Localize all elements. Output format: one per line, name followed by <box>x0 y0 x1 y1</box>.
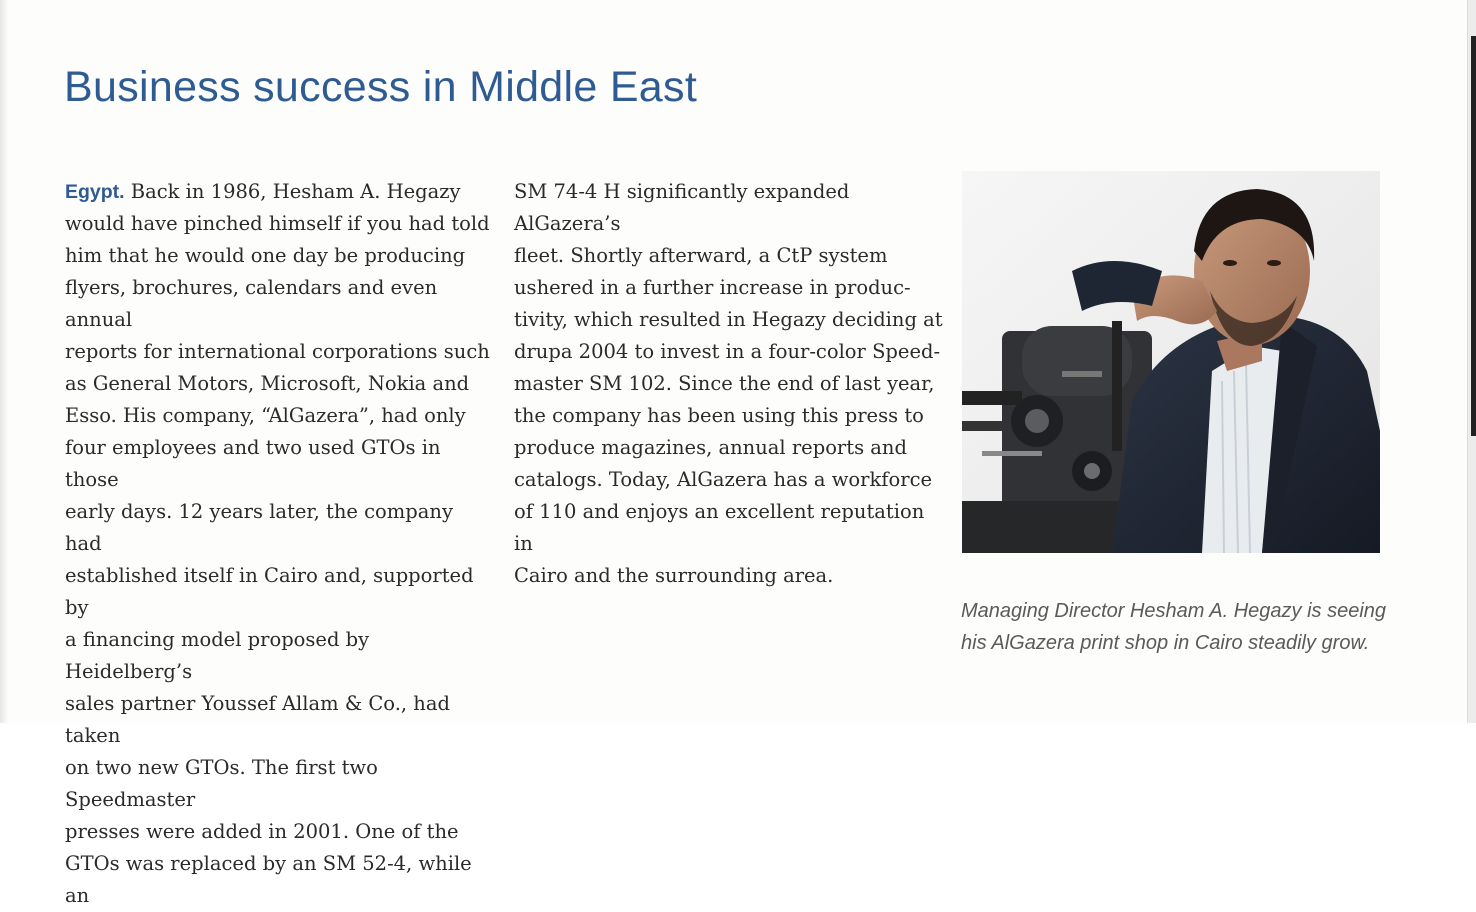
column-1-line-1-text: Back in 1986, Hesham A. Hegazy <box>124 180 461 203</box>
article-title: Business success in Middle East <box>64 63 698 111</box>
column-2-line: the company has been using this press to <box>514 404 924 427</box>
column-2-line: drupa 2004 to invest in a four-color Speed- <box>514 340 941 363</box>
page-gutter-shadow <box>0 0 8 723</box>
column-2-line: SM 74-4 H significantly expanded AlGazera’s <box>514 180 850 235</box>
article-column-2 <box>514 176 944 592</box>
column-1-line: GTOs was replaced by an SM 52-4, while an <box>65 852 472 907</box>
portrait-illustration <box>962 171 1380 553</box>
column-1-line: him that he would one day be producing <box>65 244 466 267</box>
column-1-line: as General Motors, Microsoft, Nokia and <box>65 372 470 395</box>
column-2-line: tivity, which resulted in Hegazy deciding at <box>514 308 943 331</box>
column-2-line: Cairo and the surrounding area. <box>514 564 834 587</box>
column-2-line: of 110 and enjoys an excellent reputation in <box>514 500 925 555</box>
column-1-line: would have pinched himself if you had told <box>65 212 490 235</box>
column-2-line: ushered in a further increase in produc- <box>514 276 911 299</box>
column-2-line: catalogs. Today, AlGazera has a workforce <box>514 468 933 491</box>
page-right-edge-dark <box>1471 36 1476 436</box>
photo-caption <box>961 595 1401 659</box>
column-2-line: produce magazines, annual reports and <box>514 436 907 459</box>
column-1-line: reports for international corporations such <box>65 340 490 363</box>
column-1-line: a financing model proposed by Heidelberg’s <box>65 628 370 683</box>
column-2-line: fleet. Shortly afterward, a CtP system <box>514 244 888 267</box>
column-1-line: four employees and two used GTOs in those <box>65 436 441 491</box>
column-1-line: Esso. His company, “AlGazera”, had only <box>65 404 466 427</box>
column-1-line: presses were added in 2001. One of the <box>65 820 459 843</box>
column-1-line: sales partner Youssef Allam & Co., had taken <box>65 692 450 747</box>
column-1-line: established itself in Cairo and, supported by <box>65 564 474 619</box>
column-1-line-1 <box>65 176 495 208</box>
column-1-line: early days. 12 years later, the company had <box>65 500 453 555</box>
lead-in: Egypt. <box>65 181 125 203</box>
portrait-photo <box>962 171 1380 553</box>
column-1-line: on two new GTOs. The first two Speedmaster <box>65 756 378 811</box>
caption-line: Managing Director Hesham A. Hegazy is seeing <box>961 600 1387 622</box>
article-column-1 <box>65 176 495 912</box>
caption-line: his AlGazera print shop in Cairo steadily grow. <box>961 632 1370 654</box>
column-1-line: flyers, brochures, calendars and even annual <box>65 276 438 331</box>
column-2-line: master SM 102. Since the end of last year, <box>514 372 935 395</box>
